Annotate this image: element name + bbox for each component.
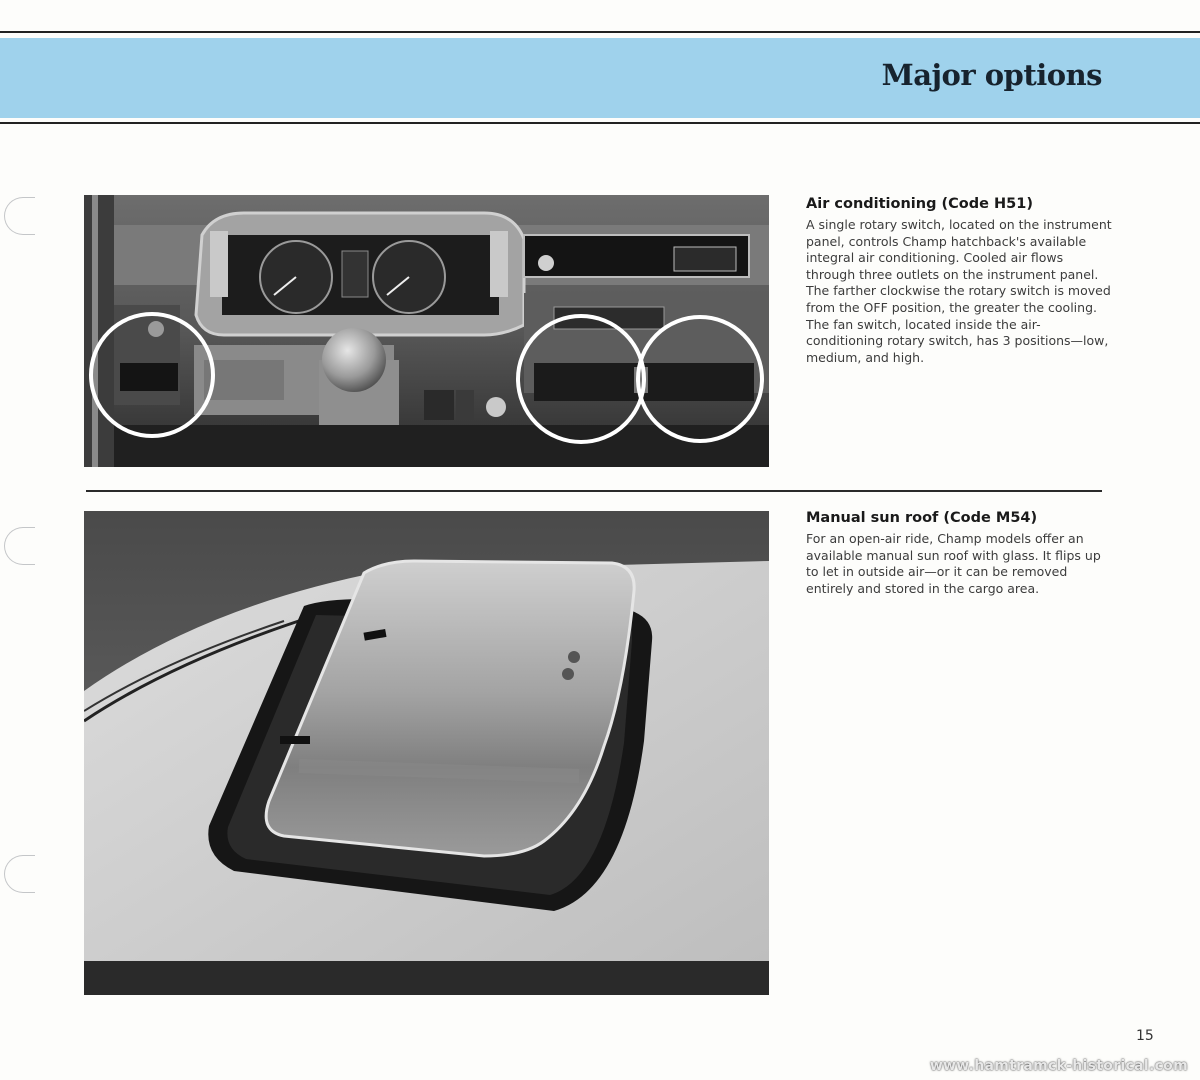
page-number: 15 <box>1136 1028 1154 1044</box>
page-title: Major options <box>881 58 1102 92</box>
watermark: www.hamtramck-historical.com <box>929 1058 1188 1074</box>
sunroof-photo <box>84 511 769 995</box>
section-body-air-conditioning: A single rotary switch, located on the instrument panel, controls Champ hatchback's available integral air conditioning. Cooled air flows through three outlets on the instrument panel. The farther clockwise the rotary switch is moved from the OFF position, the greater the cooling. The fan switch, located inside the air-conditioning rotary switch, has 3 positions—low, medium, and high. <box>806 217 1112 365</box>
top-rule <box>0 31 1200 33</box>
section-divider <box>86 490 1102 492</box>
binder-hole-middle <box>4 527 35 565</box>
banner-bottom-rule <box>0 122 1200 124</box>
section-title-air-conditioning: Air conditioning (Code H51) <box>806 196 1033 212</box>
binder-hole-bottom <box>4 855 35 893</box>
section-title-sun-roof: Manual sun roof (Code M54) <box>806 510 1038 526</box>
section-body-sun-roof: For an open-air ride, Champ models offer an available manual sun roof with glass. It flips up to let in outside air—or it can be removed entirely and stored in the cargo area. <box>806 531 1101 596</box>
binder-hole-top <box>4 197 35 235</box>
dashboard-photo <box>84 195 769 467</box>
